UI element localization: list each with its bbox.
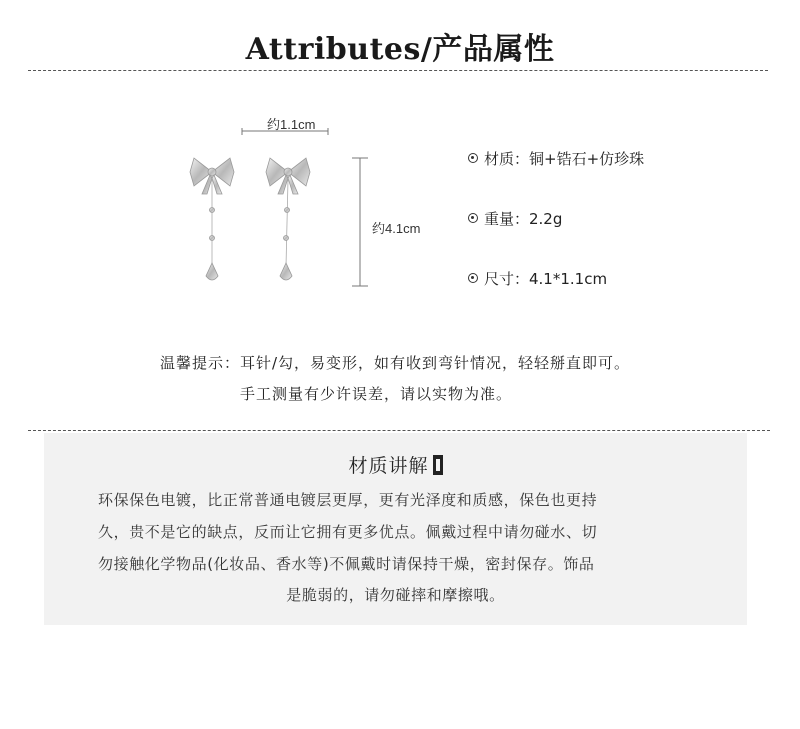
material-line: 是脆弱的，请勿碰摔和摩擦哦。	[286, 586, 505, 604]
attribute-text: 材质：铜+锆石+仿珍珠	[484, 149, 645, 168]
text-cursor-icon	[433, 455, 443, 475]
material-line: 勿接触化学物品(化妆品、香水等)不佩戴时请保持干燥，密封保存。饰品	[98, 555, 595, 573]
bullet-circle-icon	[468, 213, 478, 223]
care-tip-line: 温馨提示：耳针/勾，易变形，如有收到弯针情况，轻轻掰直即可。	[160, 354, 631, 372]
material-title	[44, 451, 747, 478]
page-title: Attributes/产品属性	[245, 32, 555, 67]
attribute-text: 重量：2.2g	[484, 209, 563, 228]
material-line: 久，贵不是它的缺点，反而让它拥有更多优点。佩戴过程中请勿碰水、切	[98, 523, 598, 541]
right-earring	[266, 158, 310, 280]
material-title-text: 材质讲解	[348, 455, 429, 477]
height-measurement: 约4.1cm	[372, 221, 421, 236]
top-divider	[28, 70, 768, 71]
bullet-circle-icon	[468, 153, 478, 163]
attribute-size	[468, 268, 644, 288]
material-line: 环保保色电镀，比正常普通电镀层更厚，更有光泽度和质感，保色也更持	[98, 491, 598, 509]
height-dimension-line	[352, 158, 368, 286]
material-explanation-panel	[44, 433, 747, 625]
attribute-weight	[468, 208, 644, 228]
attribute-text: 尺寸：4.1*1.1cm	[484, 269, 608, 288]
attribute-list	[468, 148, 644, 328]
bullet-circle-icon	[468, 273, 478, 283]
width-measurement: 约1.1cm	[267, 117, 316, 132]
attribute-material	[468, 148, 644, 168]
earring-illustration	[180, 128, 380, 288]
left-earring	[190, 158, 234, 280]
bottom-divider	[28, 430, 770, 431]
care-tip-line: 手工测量有少许误差，请以实物为准。	[240, 385, 513, 403]
